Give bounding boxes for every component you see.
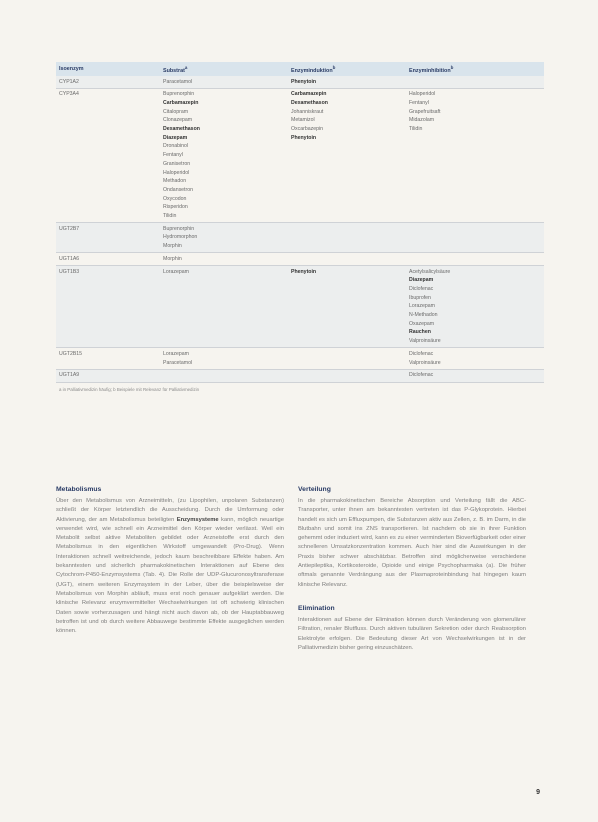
page-number: 9	[536, 789, 540, 796]
paragraph-elimination: Interaktionen auf Ebene der Elimination können durch Veränderung von glomerulärer Filtration, renaler Blutfluss. Durch aktiven tubulären Sekretion oder durch Reabsorption Elektrolyte erfolgen. Die Bedeutung dieser Art von Wechselwirkungen ist in der Palliativmedizin bisher gering einzuschätzen.	[298, 616, 526, 651]
cell-isoenzym: UGT2B15	[59, 350, 83, 357]
cell-isoenzym: UGT2B7	[59, 225, 80, 232]
header-enzyminduktion: Enzyminduktion$^b$	[291, 64, 336, 74]
header-enzyminhibition: Enzyminhibition$^b$	[409, 64, 454, 74]
table-row	[56, 253, 544, 266]
cell-enzyminduktion: Phenytoin	[291, 268, 317, 275]
cell-isoenzym: UGT1A6	[59, 255, 80, 262]
cell-isoenzym: UGT1A9	[59, 372, 80, 379]
header-substrat: Substrat$^a$	[163, 64, 188, 74]
cell-isoenzym: UGT1B3	[59, 268, 80, 275]
table-row	[56, 348, 544, 369]
cell-enzyminduktion: Phenytoin	[291, 78, 317, 85]
table-row	[56, 223, 544, 253]
cell-enzyminduktion	[288, 223, 406, 252]
cell-enzyminduktion	[288, 253, 406, 265]
cell-substrat: Lorazepam Paracetamol	[163, 350, 193, 366]
text-column-right	[298, 485, 526, 653]
header-isoenzym: Isoenzym	[59, 66, 84, 72]
cell-substrat: Lorazepam	[163, 268, 189, 275]
cell-enzyminhibition	[406, 253, 544, 265]
cell-enzyminduktion: Carbamazepin Dexamethason Johanniskraut Metamizol Oxcarbazepin Phenytoin	[291, 91, 328, 141]
table-row	[56, 370, 544, 383]
text-column-left	[56, 485, 284, 636]
cell-enzyminduktion	[288, 370, 406, 382]
cell-enzyminhibition: Diclofenac	[409, 372, 434, 379]
cell-enzyminhibition	[406, 223, 544, 252]
cell-enzyminhibition: Haloperidol Fentanyl Grapefruitsaft Midazolam Tilidin	[409, 91, 441, 133]
interaction-table	[56, 62, 544, 392]
table-row	[56, 89, 544, 224]
table-footnote: a in Palliativmedizin häufig; b Beispiele mit Relevanz für Palliativmedizin	[59, 386, 200, 392]
heading-metabolismus: Metabolismus	[56, 486, 102, 493]
cell-enzyminhibition: Acetylsalicylsäure Diazepam Diclofenac Ibuprofen Lorazepam N-Methadon Oxazepam Rauchen Valproinsäure	[409, 268, 451, 345]
cell-isoenzym: CYP3A4	[59, 91, 79, 98]
cell-substrat	[160, 370, 288, 382]
heading-elimination: Elimination	[298, 604, 335, 612]
paragraph-metabolismus: Über den Metabolismus von Arzneimitteln, (zu Lipophilen, unpolaren Substanzen) schließt der Körper letztendlich die Ausscheidung. Durch die Umformung oder Aktivierung, der am Metabolismus beteiligten Enzymsysteme kann, möglich neuartige verwendet wird, wie schnell ein Arzneimittel den Körper wieder verlässt. Weil ein Metabolit selbst aktive Metaboliten gebildet oder Arzneistoffe erst durch den Metabolismus in den eigentlichen Wirkstoff umgewandelt (Pro-Drug). Wenn Interaktionen schnell weitreichende, jedoch kaum beschreibbare Effekte haben. Am bekanntesten und sicherlich pharmakokinetischen Interaktionen auf Ebene des Cytochrom-P450-Enzymsystems (Tab. 4). Die Rolle der UDP-Glucuronosyltransferase (UGT), einem weiteren Enzymsystem in der Leber, über die beispielsweise der Metabolismus von Morphin abläuft, muss erst noch genauer aufgeklärt werden. Die klinische Relevanz enzymvermittelter Wechselwirkungen ist oft schwierig klinischen Daten sowie vorherzusagen und hängt nicht auch davon ab, ob der Hauptabbauweg betroffen ist und ob durch weitere Abbauwege bestimmte Effekte ausgeglichen werden können.	[56, 498, 284, 635]
cell-substrat: Buprenorphin Hydromorphon Morphin	[163, 225, 198, 250]
table-header	[56, 62, 544, 76]
cell-isoenzym: CYP1A2	[59, 78, 79, 85]
table-row	[56, 266, 544, 348]
cell-substrat: Morphin	[163, 255, 182, 262]
cell-substrat: Paracetamol	[163, 78, 193, 85]
heading-verteilung: Verteilung	[298, 486, 331, 493]
cell-substrat: Buprenorphin Carbamazepin Citalopram Clonazepam Dexamethason Diazepam Dronabinol Fentanyl Granisetron Haloperidol Methadon Ondansetron Oxycodon Risperidon Tilidin	[163, 91, 200, 220]
cell-enzyminhibition: Diclofenac Valproinsäure	[409, 350, 441, 366]
table-body	[56, 76, 544, 383]
paragraph-verteilung: In die pharmakokinetischen Bereiche Absorption und Verteilung fällt die ABC-Transporter, unter ihnen am bekanntesten vertreten ist das P-Glykoprotein. Hierbei handelt es sich um Effluxpumpen, die Substanzen aktiv aus Zellen, z. B. im Darm, in die Blutbahn und somit ins ZNS transportieren. Ist nachdem ob sie in ihrer Funktion gehemmt oder induziert wird, kann es zu einer verminderten Bioverfügbarkeit oder einer schnelleren Umsatzkonzentration kommen. Auch hier sind die Auswirkungen in der Praxis bisher schwer abschätzbar. Betroffen sind möglicherweise verschiedene Antiepileptika, Kortikosteroide, Opioide und einige Psychopharmaka (a). Die früher oftmals genannte Verdrängung aus der Plasmaproteinbindung hat hingegen kaum klinische Relevanz.	[298, 498, 526, 588]
table-row	[56, 76, 544, 89]
cell-enzyminhibition	[406, 76, 544, 88]
cell-enzyminduktion	[288, 348, 406, 368]
